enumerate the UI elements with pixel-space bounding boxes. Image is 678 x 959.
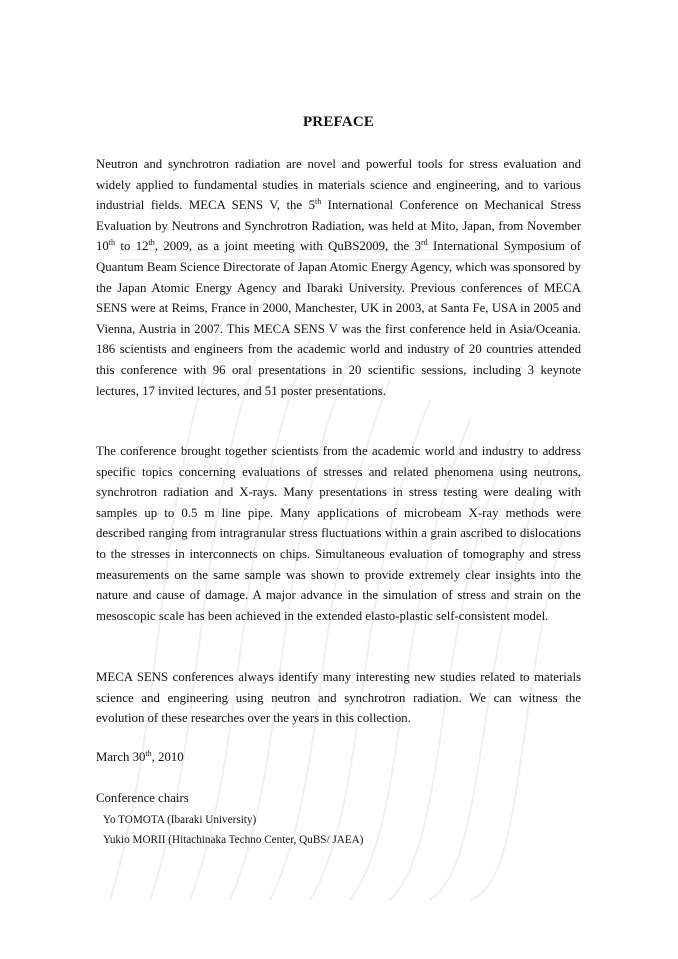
date-suffix: , 2010 — [151, 750, 184, 764]
superscript: rd — [421, 238, 428, 248]
paragraph-1 — [96, 154, 581, 401]
chair-name-1: Yo TOMOTA (Ibaraki University) — [103, 814, 257, 826]
chair-name-2: Yukio MORII (Hitachinaka Techno Center, QuBS/ JAEA) — [103, 834, 364, 846]
date-line — [96, 750, 184, 765]
paragraph-2: The conference brought together scientists from the academic world and industry to address specific topics concerning evaluations of stresses and related phenomena using neutrons, synchrotron radiation and X-rays. Many presentations in stress testing were dealing with samples up to 0.5 m line pipe. Many applications of microbeam X-ray methods were described ranging from intragranular stress fluctuations within a grain ascribed to dislocations to the stresses in interconnects on chips. Simultaneous evaluation of tomography and stress measurements on the same sample was shown to provide extremely clear insights into the nature and cause of damage. A major advance in the simulation of stress and strain on the mesoscopic scale has been achieved in the extended elasto-plastic self-consistent model. — [96, 444, 581, 623]
conference-chairs-label: Conference chairs — [96, 791, 189, 805]
paragraph-1-part-c: to 12 — [115, 239, 149, 254]
date-superscript: th — [145, 749, 152, 758]
superscript: th — [108, 238, 116, 248]
paragraph-1-part-b: International Conference on Mechanical Stress Evaluation by Neutrons and Synchrotron Radiation, was held at Mito, Japan, from November 10 — [96, 198, 581, 254]
paragraph-1-part-a: Neutron and synchrotron radiation are novel and powerful tools for stress evaluation and widely applied to fundamental studies in materials science and engineering, and to various industrial fields. MECA SENS V, the 5 — [96, 157, 581, 213]
superscript: th — [148, 238, 155, 248]
paragraph-1-part-e: International Symposium of Quantum Beam Science Directorate of Japan Atomic Energy Agency, which was sponsored by the Japan Atomic Energy Agency and Ibaraki University. Previous conferences of MECA SENS were at Reims, France in 2000, Manchester, UK in 2003, at Santa Fe, USA in 2005 and Vienna, Austria in 2007. This MECA SENS V was the first conference held in Asia/Oceania. 186 scientists and engineers from the academic world and industry of 20 countries attended this conference with 96 oral presentations in 20 scientific sessions, including 3 keynote lectures, 17 invited lectures, and 51 poster presentations. — [96, 239, 581, 398]
date-prefix: March 30 — [96, 750, 146, 764]
superscript: th — [314, 197, 322, 207]
paragraph-1-part-d: , 2009, as a joint meeting with QuBS2009, the 3 — [154, 239, 421, 254]
page-title: PREFACE — [302, 114, 375, 130]
paragraph-3: MECA SENS conferences always identify many interesting new studies related to materials science and engineering using neutron and synchrotron radiation. We can witness the evolution of these researches over the years in this collection. — [96, 670, 581, 726]
